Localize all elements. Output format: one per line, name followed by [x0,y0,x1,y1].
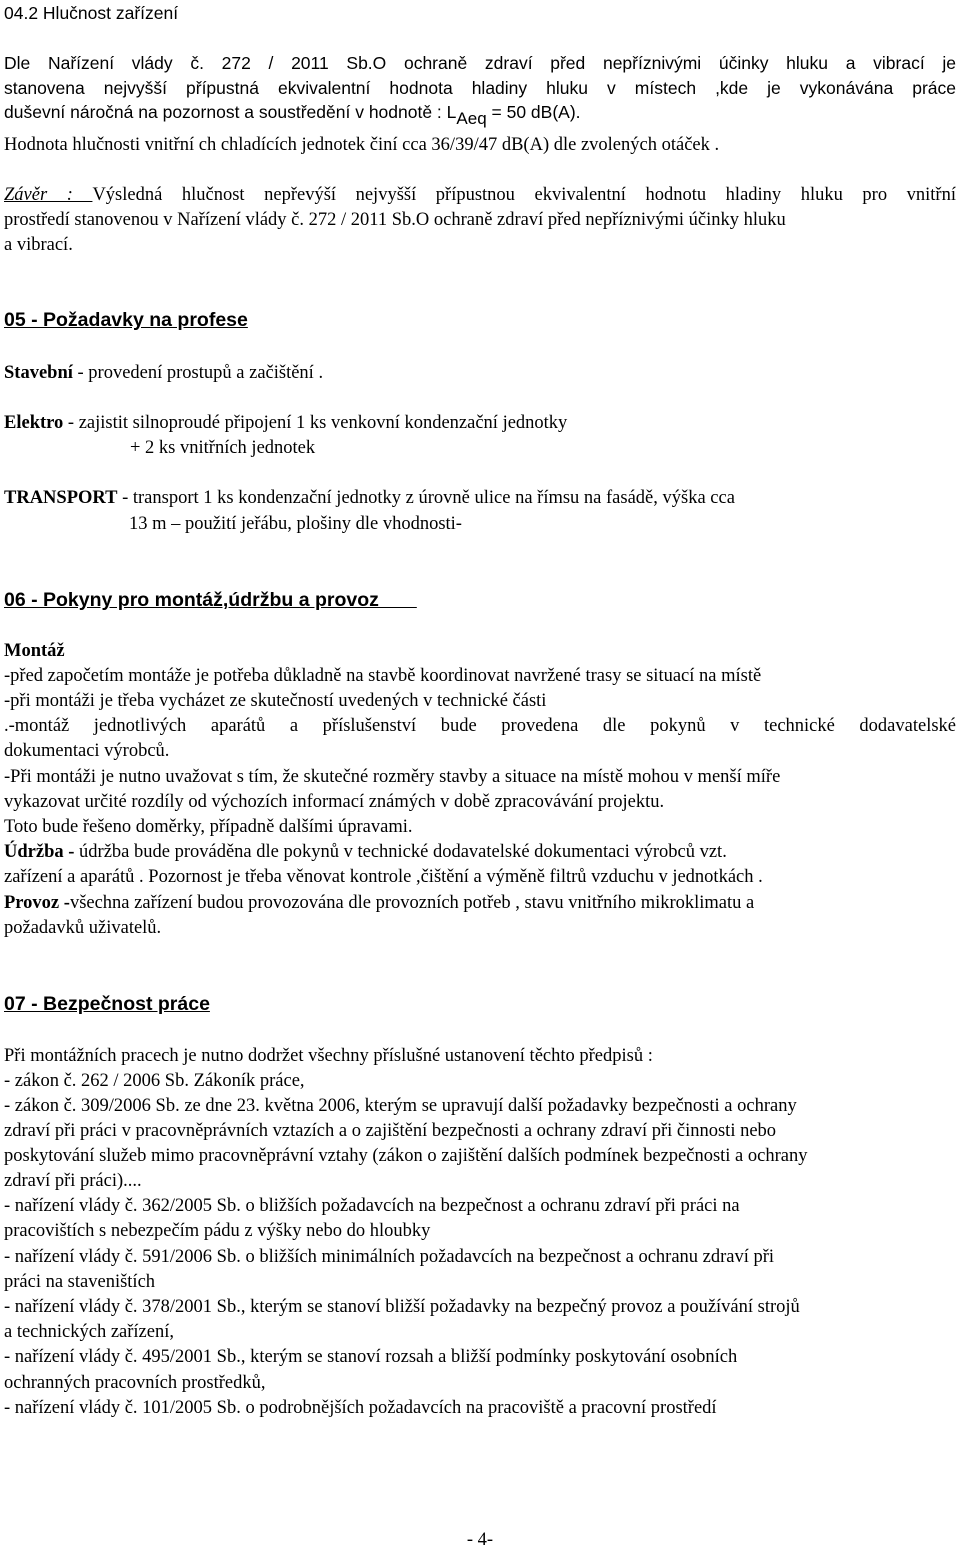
safety-line: práci na staveništích [4,1272,156,1292]
unit-noise-line: Hodnota hlučnosti vnitřní ch chladících jednotek činí cca 36/39/47 dB(A) dle zvolených otáček . [4,135,720,155]
noise-paragraph-line: stanovena nejvyšší přípustná ekvivalentní hodnota hladiny hluku v místech ,kde je vykonávána práce [4,78,956,98]
provoz-line: požadavků uživatelů. [4,918,162,938]
udrzba-line [4,841,727,863]
safety-line: - zákon č. 262 / 2006 Sb. Zákoník práce, [4,1071,305,1091]
udrzba-line: zařízení a aparátů . Pozornost je třeba věnovat kontrole ,čištění a výměně filtrů vzduchu v jednotkách . [4,867,763,887]
section-06-title: 06 - Pokyny pro montáž,údržbu a provoz [4,589,417,611]
safety-line: - nařízení vlády č. 378/2001 Sb., kterým se stanoví bližší požadavky na bezpečný provoz a používání strojů [4,1297,800,1317]
section-05-title: 05 - Požadavky na profese [4,309,248,331]
profession-transport [4,487,735,509]
provoz-label: Provoz - [4,893,70,913]
transport-text-continued: 13 m – použití jeřábu, plošiny dle vhodnosti- [129,514,462,534]
noise-limit-text: duševní náročná na pozornost a soustředění v hodnotě : L [4,102,457,122]
safety-line: ochranných pracovních prostředků, [4,1373,266,1393]
conclusion-label: Závěr : [4,185,93,205]
page-number: - 4- [466,1530,494,1550]
elektro-text: - zajistit silnoproudé připojení 1 ks venkovní kondenzační jednotky [63,413,568,433]
elektro-text-continued: + 2 ks vnitřních jednotek [130,438,316,458]
transport-text: - transport 1 ks kondenzační jednotky z úrovně ulice na římsu na fasádě, výška cca [117,488,735,508]
montaz-line: dokumentaci výrobců. [4,741,170,761]
conclusion-line: prostředí stanovenou v Nařízení vlády č. 272 / 2011 Sb.O ochraně zdraví před nepříznivými účinky hluku [4,210,786,230]
laeq-subscript: Aeq [456,109,487,128]
safety-line: Při montážních pracech je nutno dodržet všechny příslušné ustanovení těchto předpisů : [4,1046,653,1066]
udrzba-label: Údržba - [4,842,75,862]
safety-line: - nařízení vlády č. 362/2005 Sb. o bližších požadavcích na bezpečnost a ochranu zdraví při práci na [4,1196,740,1216]
safety-line: - zákon č. 309/2006 Sb. ze dne 23. května 2006, kterým se upravují další požadavky bezpečnosti a ochrany [4,1096,797,1116]
provoz-text: všechna zařízení budou provozována dle provozních potřeb , stavu vnitřního mikroklimatu a [69,893,755,913]
provoz-line [4,892,754,914]
safety-line: zdraví při práci v pracovněprávních vztazích a o zajištění bezpečnosti a ochrany zdraví při činnosti nebo [4,1121,777,1141]
montaz-line: .-montáž jednotlivých aparátů a příslušenství bude provedena dle pokynů v technické dodavatelské [4,716,956,736]
noise-paragraph-line: Dle Nařízení vlády č. 272 / 2011 Sb.O ochraně zdraví před nepříznivými účinky hluku a vibrací je [4,53,956,73]
safety-line: a technických zařízení, [4,1322,174,1342]
montaz-line: -Při montáži je nutno uvažovat s tím, že skutečné rozměry stavby a situace na místě mohou v menší míře [4,767,781,787]
transport-label: TRANSPORT [4,488,118,508]
safety-line: poskytování služeb mimo pracovněprávní vztahy (zákon o zajištění dalších podmínek bezpečnosti a ochrany [4,1146,808,1166]
conclusion-text: Výsledná hlučnost nepřevýší nejvyšší přípustnou ekvivalentní hodnotu hladiny hluku pro vnitřní [92,185,956,205]
montaz-line: -při montáži je třeba vycházet ze skutečností uvedených v technické části [4,691,547,711]
safety-line: pracovištích s nebezpečím pádu z výšky nebo do hloubky [4,1221,431,1241]
stavebni-label: Stavební [4,363,73,383]
conclusion-line [4,184,956,206]
udrzba-text: údržba bude prováděna dle pokynů v technické dodavatelské dokumentaci výrobců vzt. [74,842,727,862]
safety-line: zdraví při práci).... [4,1171,142,1191]
profession-stavebni [4,362,323,384]
safety-line: - nařízení vlády č. 101/2005 Sb. o podrobnějších požadavcích na pracoviště a pracovní prostředí [4,1398,717,1418]
section-042-title: 04.2 Hlučnost zařízení [4,3,179,23]
montaz-line: -před započetím montáže je potřeba důkladně na stavbě koordinovat navržené trasy se situací na místě [4,666,762,686]
conclusion-line: a vibrací. [4,235,73,255]
safety-line: - nařízení vlády č. 591/2006 Sb. o bližších minimálních požadavcích na bezpečnost a ochranu zdraví při [4,1247,775,1267]
noise-limit-value: = 50 dB(A). [486,102,581,122]
montaz-line: vykazovat určité rozdíly od výchozích informací známých v době zpracovávání projektu. [4,792,665,812]
noise-paragraph-line [4,101,581,128]
montaz-label: Montáž [4,641,65,661]
section-07-title: 07 - Bezpečnost práce [4,993,210,1015]
profession-elektro [4,412,567,434]
montaz-line: Toto bude řešeno doměrky, případně dalšími úpravami. [4,817,413,837]
elektro-label: Elektro [4,413,64,433]
safety-line: - nařízení vlády č. 495/2001 Sb., kterým se stanoví rozsah a bližší podmínky poskytování osobních [4,1347,738,1367]
stavebni-text: - provedení prostupů a začištění . [72,363,324,383]
